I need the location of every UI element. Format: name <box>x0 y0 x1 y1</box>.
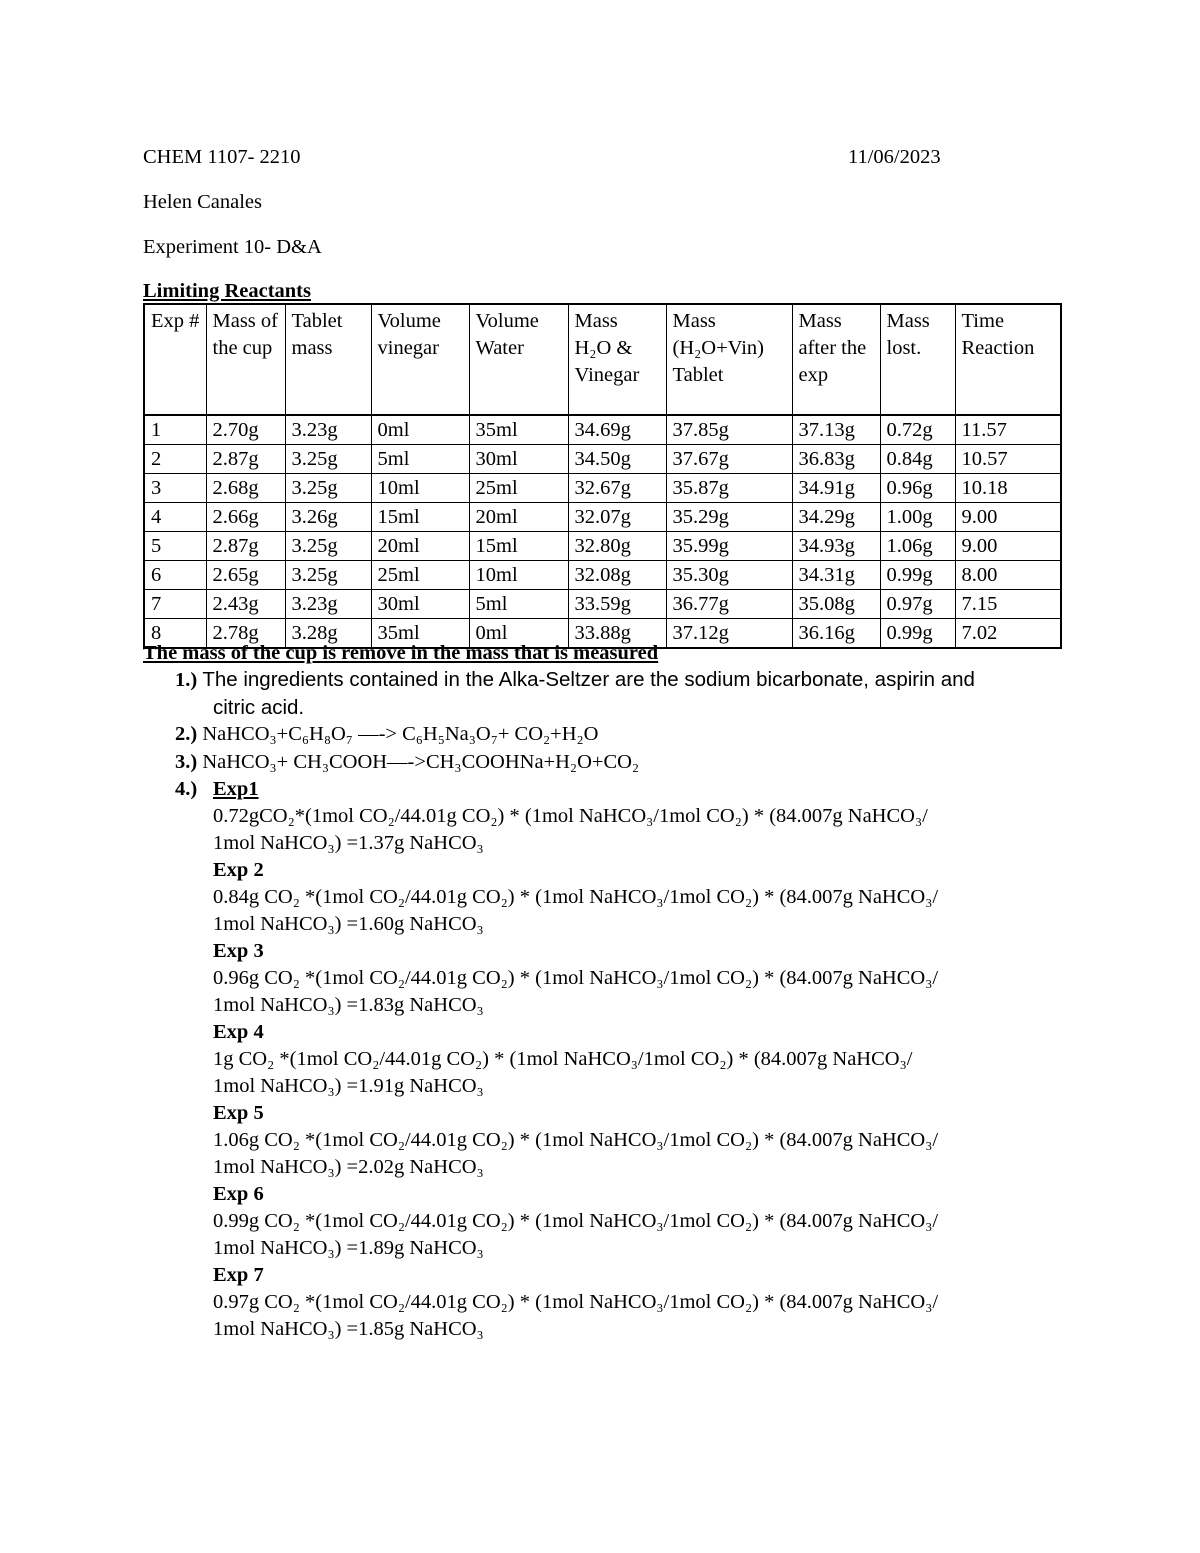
answer-text: NaHCO₃+ CH₃COOH—->CH₃COOHNa+H₂O+CO₂ <box>202 751 640 773</box>
table-cell: 1.00g <box>880 503 955 532</box>
table-row <box>144 532 1061 561</box>
calc-line: 1.06g CO₂ *(1mol CO₂/44.01g CO₂) * (1mol NaHCO₃/1mol CO₂) * (84.007g NaHCO₃/ <box>213 1129 939 1151</box>
calc-line: 1mol NaHCO₃) =1.60g NaHCO₃ <box>213 913 484 935</box>
table-cell: 3.26g <box>285 503 371 532</box>
calc-line: 1mol NaHCO₃) =1.89g NaHCO₃ <box>213 1237 484 1259</box>
table-cell: 0.72g <box>880 415 955 445</box>
table-cell: 10ml <box>469 561 568 590</box>
calc-line: 1mol NaHCO₃) =1.83g NaHCO₃ <box>213 994 484 1016</box>
table-cell: 3.23g <box>285 415 371 445</box>
table-cell: 1 <box>144 415 206 445</box>
document-date: 11/06/2023 <box>848 146 941 168</box>
table-cell: 9.00 <box>955 503 1061 532</box>
table-cell: 15ml <box>371 503 469 532</box>
section-title: Limiting Reactants <box>143 280 311 302</box>
table-header-cell: Exp # <box>144 304 206 415</box>
table-cell: 2.78g <box>206 619 285 649</box>
table-cell: 30ml <box>371 590 469 619</box>
table-row <box>144 445 1061 474</box>
table-cell: 35.99g <box>666 532 792 561</box>
table-cell: 36.77g <box>666 590 792 619</box>
question-number: 4.) <box>175 778 198 800</box>
table-cell: 35ml <box>469 415 568 445</box>
table-cell: 35ml <box>371 619 469 649</box>
table-cell: 3.25g <box>285 474 371 503</box>
table-cell: 5ml <box>371 445 469 474</box>
table-cell: 9.00 <box>955 532 1061 561</box>
table-header-cell: Time Reaction <box>955 304 1061 415</box>
table-cell: 34.69g <box>568 415 666 445</box>
table-header-cell: Mass after the exp <box>792 304 880 415</box>
question-number: 1.) <box>175 669 198 691</box>
question-number: 3.) <box>175 751 198 773</box>
table-cell: 34.91g <box>792 474 880 503</box>
table-cell: 37.85g <box>666 415 792 445</box>
table-cell: 3.25g <box>285 532 371 561</box>
experiment-title: Experiment 10- D&A <box>143 236 322 258</box>
calc-line: 1mol NaHCO₃) =1.91g NaHCO₃ <box>213 1075 484 1097</box>
table-cell: 34.93g <box>792 532 880 561</box>
table-cell: 0ml <box>469 619 568 649</box>
table-cell: 35.29g <box>666 503 792 532</box>
table-header-cell: Mass (H₂O+Vin) Tablet <box>666 304 792 415</box>
answer-1-continued: citric acid. <box>213 696 305 719</box>
table-cell: 2.70g <box>206 415 285 445</box>
table-row <box>144 415 1061 445</box>
calc-label: Exp 7 <box>213 1264 264 1286</box>
table-cell: 5ml <box>469 590 568 619</box>
table-cell: 10.57 <box>955 445 1061 474</box>
table-cell: 4 <box>144 503 206 532</box>
calc-label: Exp 4 <box>213 1021 264 1043</box>
table-cell: 30ml <box>469 445 568 474</box>
table-cell: 5 <box>144 532 206 561</box>
table-cell: 34.50g <box>568 445 666 474</box>
table-cell: 34.29g <box>792 503 880 532</box>
results-table <box>143 303 1062 649</box>
table-cell: 3 <box>144 474 206 503</box>
calc-line: 0.97g CO₂ *(1mol CO₂/44.01g CO₂) * (1mol NaHCO₃/1mol CO₂) * (84.007g NaHCO₃/ <box>213 1291 939 1313</box>
table-cell: 7 <box>144 590 206 619</box>
table-cell: 32.67g <box>568 474 666 503</box>
table-cell: 10.18 <box>955 474 1061 503</box>
answer-4 <box>175 779 197 800</box>
calc-line: 0.96g CO₂ *(1mol CO₂/44.01g CO₂) * (1mol NaHCO₃/1mol CO₂) * (84.007g NaHCO₃/ <box>213 967 939 989</box>
table-cell: 2.87g <box>206 445 285 474</box>
student-name: Helen Canales <box>143 191 262 213</box>
table-note: The mass of the cup is remove in the mass that is measured <box>143 642 659 664</box>
calc-line: 1mol NaHCO₃) =1.85g NaHCO₃ <box>213 1318 484 1340</box>
table-row <box>144 474 1061 503</box>
answer-text: NaHCO₃+C₆H₈O₇ —-> C₆H₅Na₃O₇+ CO₂+H₂O <box>202 723 599 745</box>
table-cell: 2.68g <box>206 474 285 503</box>
table-cell: 32.80g <box>568 532 666 561</box>
table-cell: 37.13g <box>792 415 880 445</box>
table-cell: 35.08g <box>792 590 880 619</box>
table-cell: 20ml <box>371 532 469 561</box>
table-cell: 36.83g <box>792 445 880 474</box>
calc-label: Exp 3 <box>213 940 264 962</box>
table-cell: 25ml <box>469 474 568 503</box>
answer-1 <box>175 670 975 691</box>
table-cell: 3.25g <box>285 561 371 590</box>
calc-line: 1mol NaHCO₃) =2.02g NaHCO₃ <box>213 1156 484 1178</box>
table-cell: 3.25g <box>285 445 371 474</box>
table-cell: 25ml <box>371 561 469 590</box>
table-cell: 15ml <box>469 532 568 561</box>
table-cell: 2.43g <box>206 590 285 619</box>
table-cell: 20ml <box>469 503 568 532</box>
answer-text: The ingredients contained in the Alka-Seltzer are the sodium bicarbonate, aspirin and <box>202 668 975 691</box>
table-header-cell: Volume vinegar <box>371 304 469 415</box>
answer-2 <box>175 724 599 745</box>
table-header-row <box>144 304 1061 415</box>
table-cell: 7.15 <box>955 590 1061 619</box>
calc-line: 0.99g CO₂ *(1mol CO₂/44.01g CO₂) * (1mol NaHCO₃/1mol CO₂) * (84.007g NaHCO₃/ <box>213 1210 939 1232</box>
table-row <box>144 561 1061 590</box>
table-header-cell: Mass of the cup <box>206 304 285 415</box>
table-cell: 32.07g <box>568 503 666 532</box>
table-cell: 0.84g <box>880 445 955 474</box>
table-cell: 0.97g <box>880 590 955 619</box>
table-cell: 6 <box>144 561 206 590</box>
table-cell: 7.02 <box>955 619 1061 649</box>
question-number: 2.) <box>175 723 198 745</box>
calc-label: Exp 6 <box>213 1183 264 1205</box>
table-cell: 0.96g <box>880 474 955 503</box>
table-row <box>144 590 1061 619</box>
answer-3 <box>175 752 639 773</box>
table-cell: 3.28g <box>285 619 371 649</box>
table-cell: 2.87g <box>206 532 285 561</box>
table-header-cell: Volume Water <box>469 304 568 415</box>
table-cell: 33.59g <box>568 590 666 619</box>
table-cell: 0ml <box>371 415 469 445</box>
table-cell: 3.23g <box>285 590 371 619</box>
table-cell: 2 <box>144 445 206 474</box>
table-cell: 32.08g <box>568 561 666 590</box>
table-cell: 34.31g <box>792 561 880 590</box>
calc-label: Exp1 <box>213 778 259 800</box>
table-header-cell: Mass lost. <box>880 304 955 415</box>
table-cell: 37.12g <box>666 619 792 649</box>
table-cell: 2.66g <box>206 503 285 532</box>
table-row <box>144 503 1061 532</box>
table-cell: 10ml <box>371 474 469 503</box>
calc-line: 1g CO₂ *(1mol CO₂/44.01g CO₂) * (1mol NaHCO₃/1mol CO₂) * (84.007g NaHCO₃/ <box>213 1048 913 1070</box>
table-cell: 11.57 <box>955 415 1061 445</box>
table-cell: 35.30g <box>666 561 792 590</box>
table-header-cell: Mass H₂O & Vinegar <box>568 304 666 415</box>
calc-line: 0.72gCO₂*(1mol CO₂/44.01g CO₂) * (1mol NaHCO₃/1mol CO₂) * (84.007g NaHCO₃/ <box>213 805 928 827</box>
table-header-cell: Tablet mass <box>285 304 371 415</box>
table-cell: 8 <box>144 619 206 649</box>
table-cell: 8.00 <box>955 561 1061 590</box>
calc-label: Exp 5 <box>213 1102 264 1124</box>
calc-label: Exp 2 <box>213 859 264 881</box>
table-cell: 35.87g <box>666 474 792 503</box>
calc-line: 0.84g CO₂ *(1mol CO₂/44.01g CO₂) * (1mol NaHCO₃/1mol CO₂) * (84.007g NaHCO₃/ <box>213 886 939 908</box>
table-cell: 2.65g <box>206 561 285 590</box>
table-cell: 37.67g <box>666 445 792 474</box>
table-cell: 0.99g <box>880 619 955 649</box>
table-cell: 1.06g <box>880 532 955 561</box>
course-code: CHEM 1107- 2210 <box>143 146 301 168</box>
table-cell: 33.88g <box>568 619 666 649</box>
calc-line: 1mol NaHCO₃) =1.37g NaHCO₃ <box>213 832 484 854</box>
table-cell: 36.16g <box>792 619 880 649</box>
table-cell: 0.99g <box>880 561 955 590</box>
